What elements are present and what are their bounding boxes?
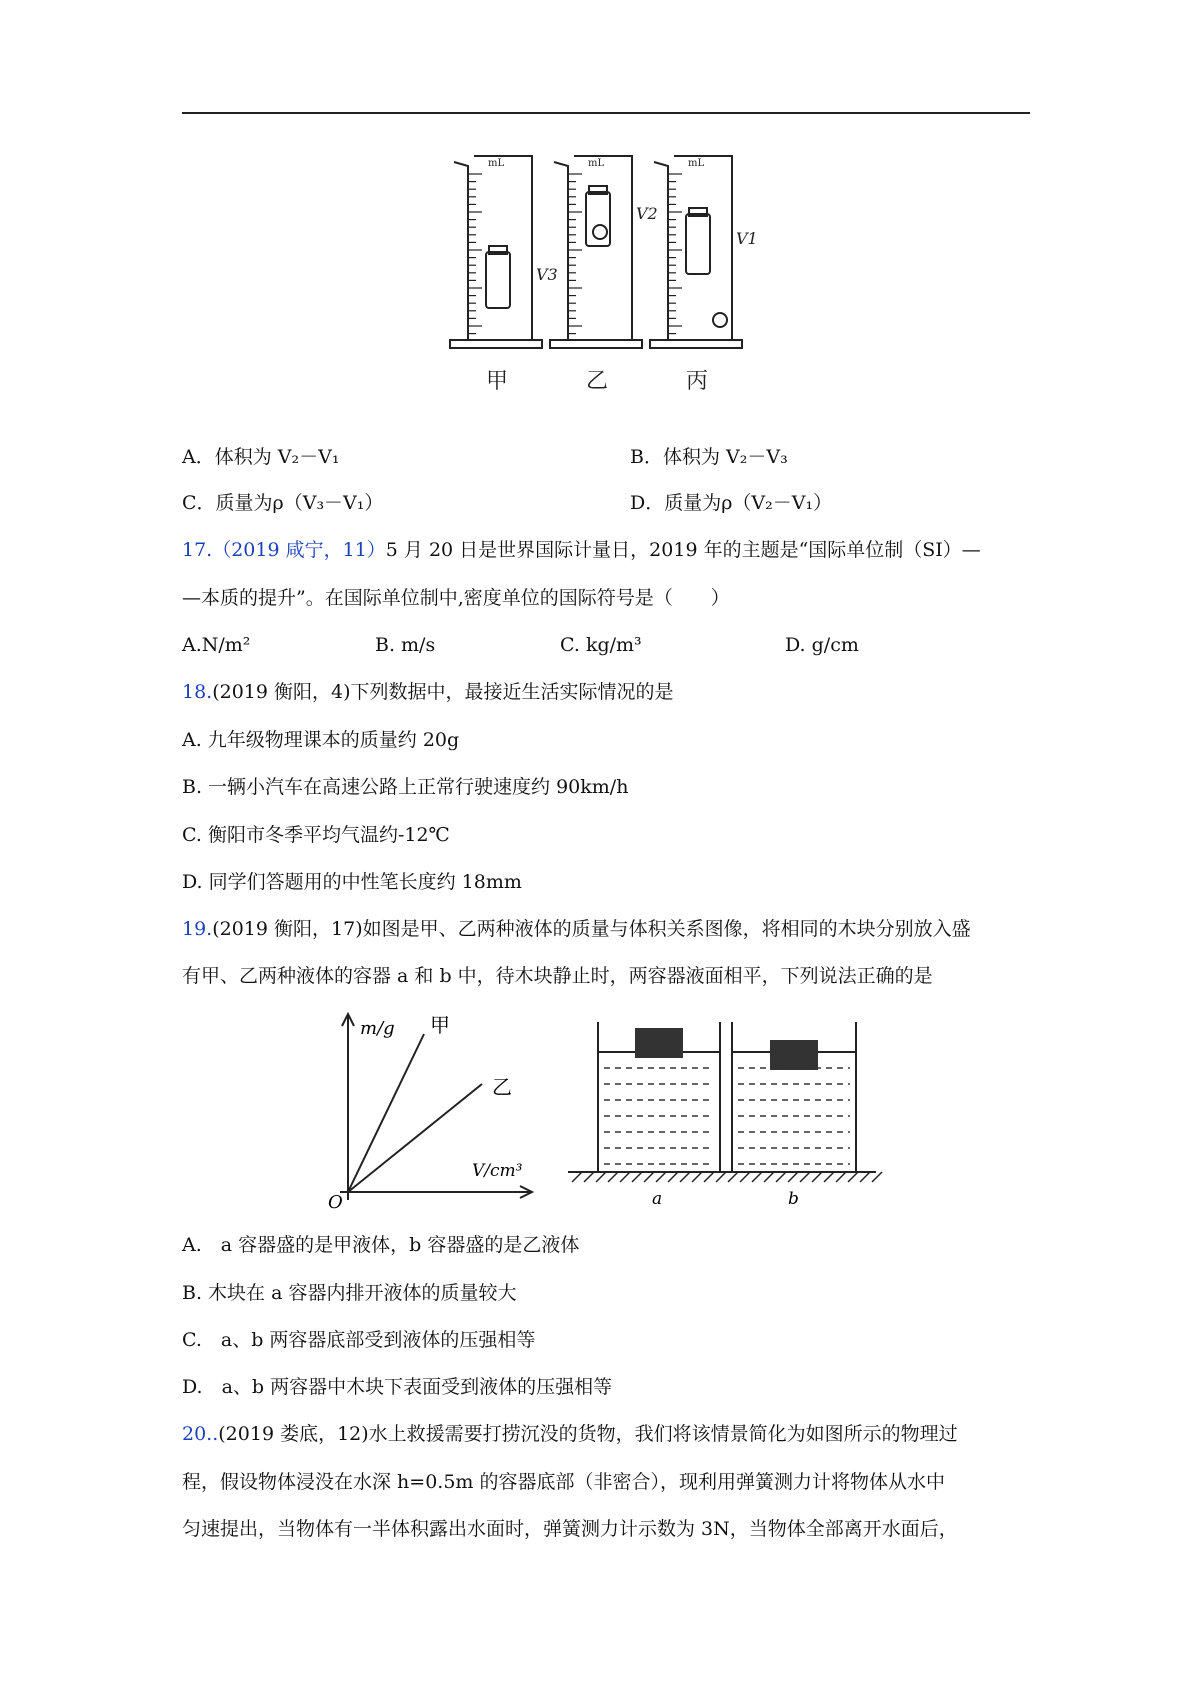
q17-option-b: B. m/s — [375, 634, 436, 656]
wood-block-a — [635, 1028, 683, 1058]
mass-volume-svg — [320, 1004, 886, 1212]
q19-number: 19. — [182, 918, 213, 940]
cylinder-unit: mL — [588, 158, 605, 169]
q19-option-c: C. a、b 两容器底部受到液体的压强相等 — [182, 1329, 536, 1351]
q16-option-b: B．体积为 V₂－V₃ — [630, 446, 788, 468]
ground-hatch — [776, 1172, 786, 1182]
q18-option-d: D. 同学们答题用的中性笔长度约 18mm — [182, 871, 522, 893]
cylinder-label: 甲 — [486, 369, 509, 394]
q19-option-a: A. a 容器盛的是甲液体，b 容器盛的是乙液体 — [182, 1234, 580, 1256]
ground-hatch — [584, 1172, 594, 1182]
series-jia-label: 甲 — [430, 1013, 450, 1037]
object-block — [686, 214, 710, 274]
ground-hatch — [704, 1172, 714, 1182]
ground-hatch — [836, 1172, 846, 1182]
ground-hatch — [848, 1172, 858, 1182]
ground-hatch — [656, 1172, 666, 1182]
q20-stem-line3: 匀速提出，当物体有一半体积露出水面时，弹簧测力计示数为 3N，当物体全部离开水面后， — [182, 1518, 958, 1540]
volume-label: V3 — [536, 265, 558, 284]
q16-option-d: D．质量为ρ（V₂－V₁） — [630, 492, 833, 514]
ground-hatch — [788, 1172, 798, 1182]
graph-origin-label: O — [328, 1192, 343, 1213]
metal-ball — [593, 225, 607, 239]
ground-hatch — [608, 1172, 618, 1182]
cylinder-base — [550, 340, 642, 348]
cylinder-base — [450, 340, 542, 348]
ground-hatch — [572, 1172, 582, 1182]
q20-stem-line1: 20..(2019 娄底，12)水上救援需要打捞沉没的货物，我们将该情景简化为如图所示的物理过 — [182, 1423, 958, 1445]
q17-option-a: A.N/m² — [182, 634, 251, 656]
ground-hatch — [632, 1172, 642, 1182]
ground-hatch — [824, 1172, 834, 1182]
q16-option-c: C．质量为ρ（V₃－V₁） — [182, 492, 384, 514]
q17-number: 17.（2019 咸宁，11） — [182, 539, 386, 561]
q17-stem-line1: 17.（2019 咸宁，11）5 月 20 日是世界国际计量日，2019 年的主题是“国际单位制（SI）— — [182, 539, 981, 561]
q18-number: 18. — [182, 681, 213, 703]
q18-option-c: C. 衡阳市冬季平均气温约-12℃ — [182, 824, 450, 846]
ground-hatch — [644, 1172, 654, 1182]
q17-option-c: C. kg/m³ — [560, 634, 642, 656]
cylinder-unit: mL — [688, 158, 705, 169]
cylinder-base — [650, 340, 742, 348]
wood-block-b — [770, 1040, 818, 1070]
cylinder-label: 丙 — [686, 369, 709, 394]
ground-hatch — [860, 1172, 870, 1182]
ground-hatch — [692, 1172, 702, 1182]
object-block — [486, 252, 510, 308]
q16-option-a: A．体积为 V₂－V₁ — [182, 446, 340, 468]
ground-hatch — [620, 1172, 630, 1182]
container-b-label: b — [788, 1189, 799, 1209]
graph-y-label: m/g — [360, 1018, 395, 1039]
q19-option-b: B. 木块在 a 容器内排开液体的质量较大 — [182, 1282, 517, 1304]
ground-hatch — [716, 1172, 726, 1182]
series-jia-line — [348, 1034, 424, 1192]
q18-option-b: B. 一辆小汽车在高速公路上正常行驶速度约 90km/h — [182, 776, 629, 798]
ground-hatch — [764, 1172, 774, 1182]
cylinders-svg — [446, 152, 758, 422]
q19-stem-line1: 19.(2019 衡阳，17)如图是甲、乙两种液体的质量与体积关系图像，将相同的木块分别放入盛 — [182, 918, 971, 940]
metal-ball — [713, 313, 727, 327]
cylinder-unit: mL — [488, 158, 505, 169]
ground-hatch — [668, 1172, 678, 1182]
q18-stem: 18.(2019 衡阳，4)下列数据中，最接近生活实际情况的是 — [182, 681, 674, 703]
q20-number: 20.. — [182, 1423, 219, 1445]
ground-hatch — [680, 1172, 690, 1182]
cylinder-body — [554, 156, 632, 340]
series-yi-label: 乙 — [492, 1075, 512, 1099]
series-yi-line — [348, 1084, 482, 1192]
ground-hatch — [596, 1172, 606, 1182]
cylinder-body — [454, 156, 532, 340]
container-a-label: a — [652, 1189, 663, 1209]
ground-hatch — [800, 1172, 810, 1182]
q19-stem-line2: 有甲、乙两种液体的容器 a 和 b 中，待木块静止时，两容器液面相平，下列说法正确的是 — [182, 965, 933, 987]
q18-option-a: A. 九年级物理课本的质量约 20g — [182, 729, 460, 751]
cylinders-figure — [446, 152, 758, 422]
mass-volume-figure — [320, 1004, 886, 1212]
ground-hatch — [740, 1172, 750, 1182]
volume-label: V2 — [636, 204, 658, 223]
header-rule — [182, 112, 1030, 114]
ground-hatch — [728, 1172, 738, 1182]
graph-x-label: V/cm³ — [472, 1161, 523, 1181]
q17-option-d: D. g/cm — [785, 634, 859, 656]
q20-stem-line2: 程，假设物体浸没在水深 h=0.5m 的容器底部（非密合），现利用弹簧测力计将物体从水中 — [182, 1471, 945, 1493]
volume-label: V1 — [736, 229, 758, 248]
ground-hatch — [752, 1172, 762, 1182]
q19-option-d: D. a、b 两容器中木块下表面受到液体的压强相等 — [182, 1376, 613, 1398]
ground-hatch — [812, 1172, 822, 1182]
q17-stem-line2: —本质的提升”。在国际单位制中,密度单位的国际符号是（ ） — [182, 587, 730, 609]
ground-hatch — [872, 1172, 882, 1182]
cylinder-label: 乙 — [586, 369, 609, 394]
